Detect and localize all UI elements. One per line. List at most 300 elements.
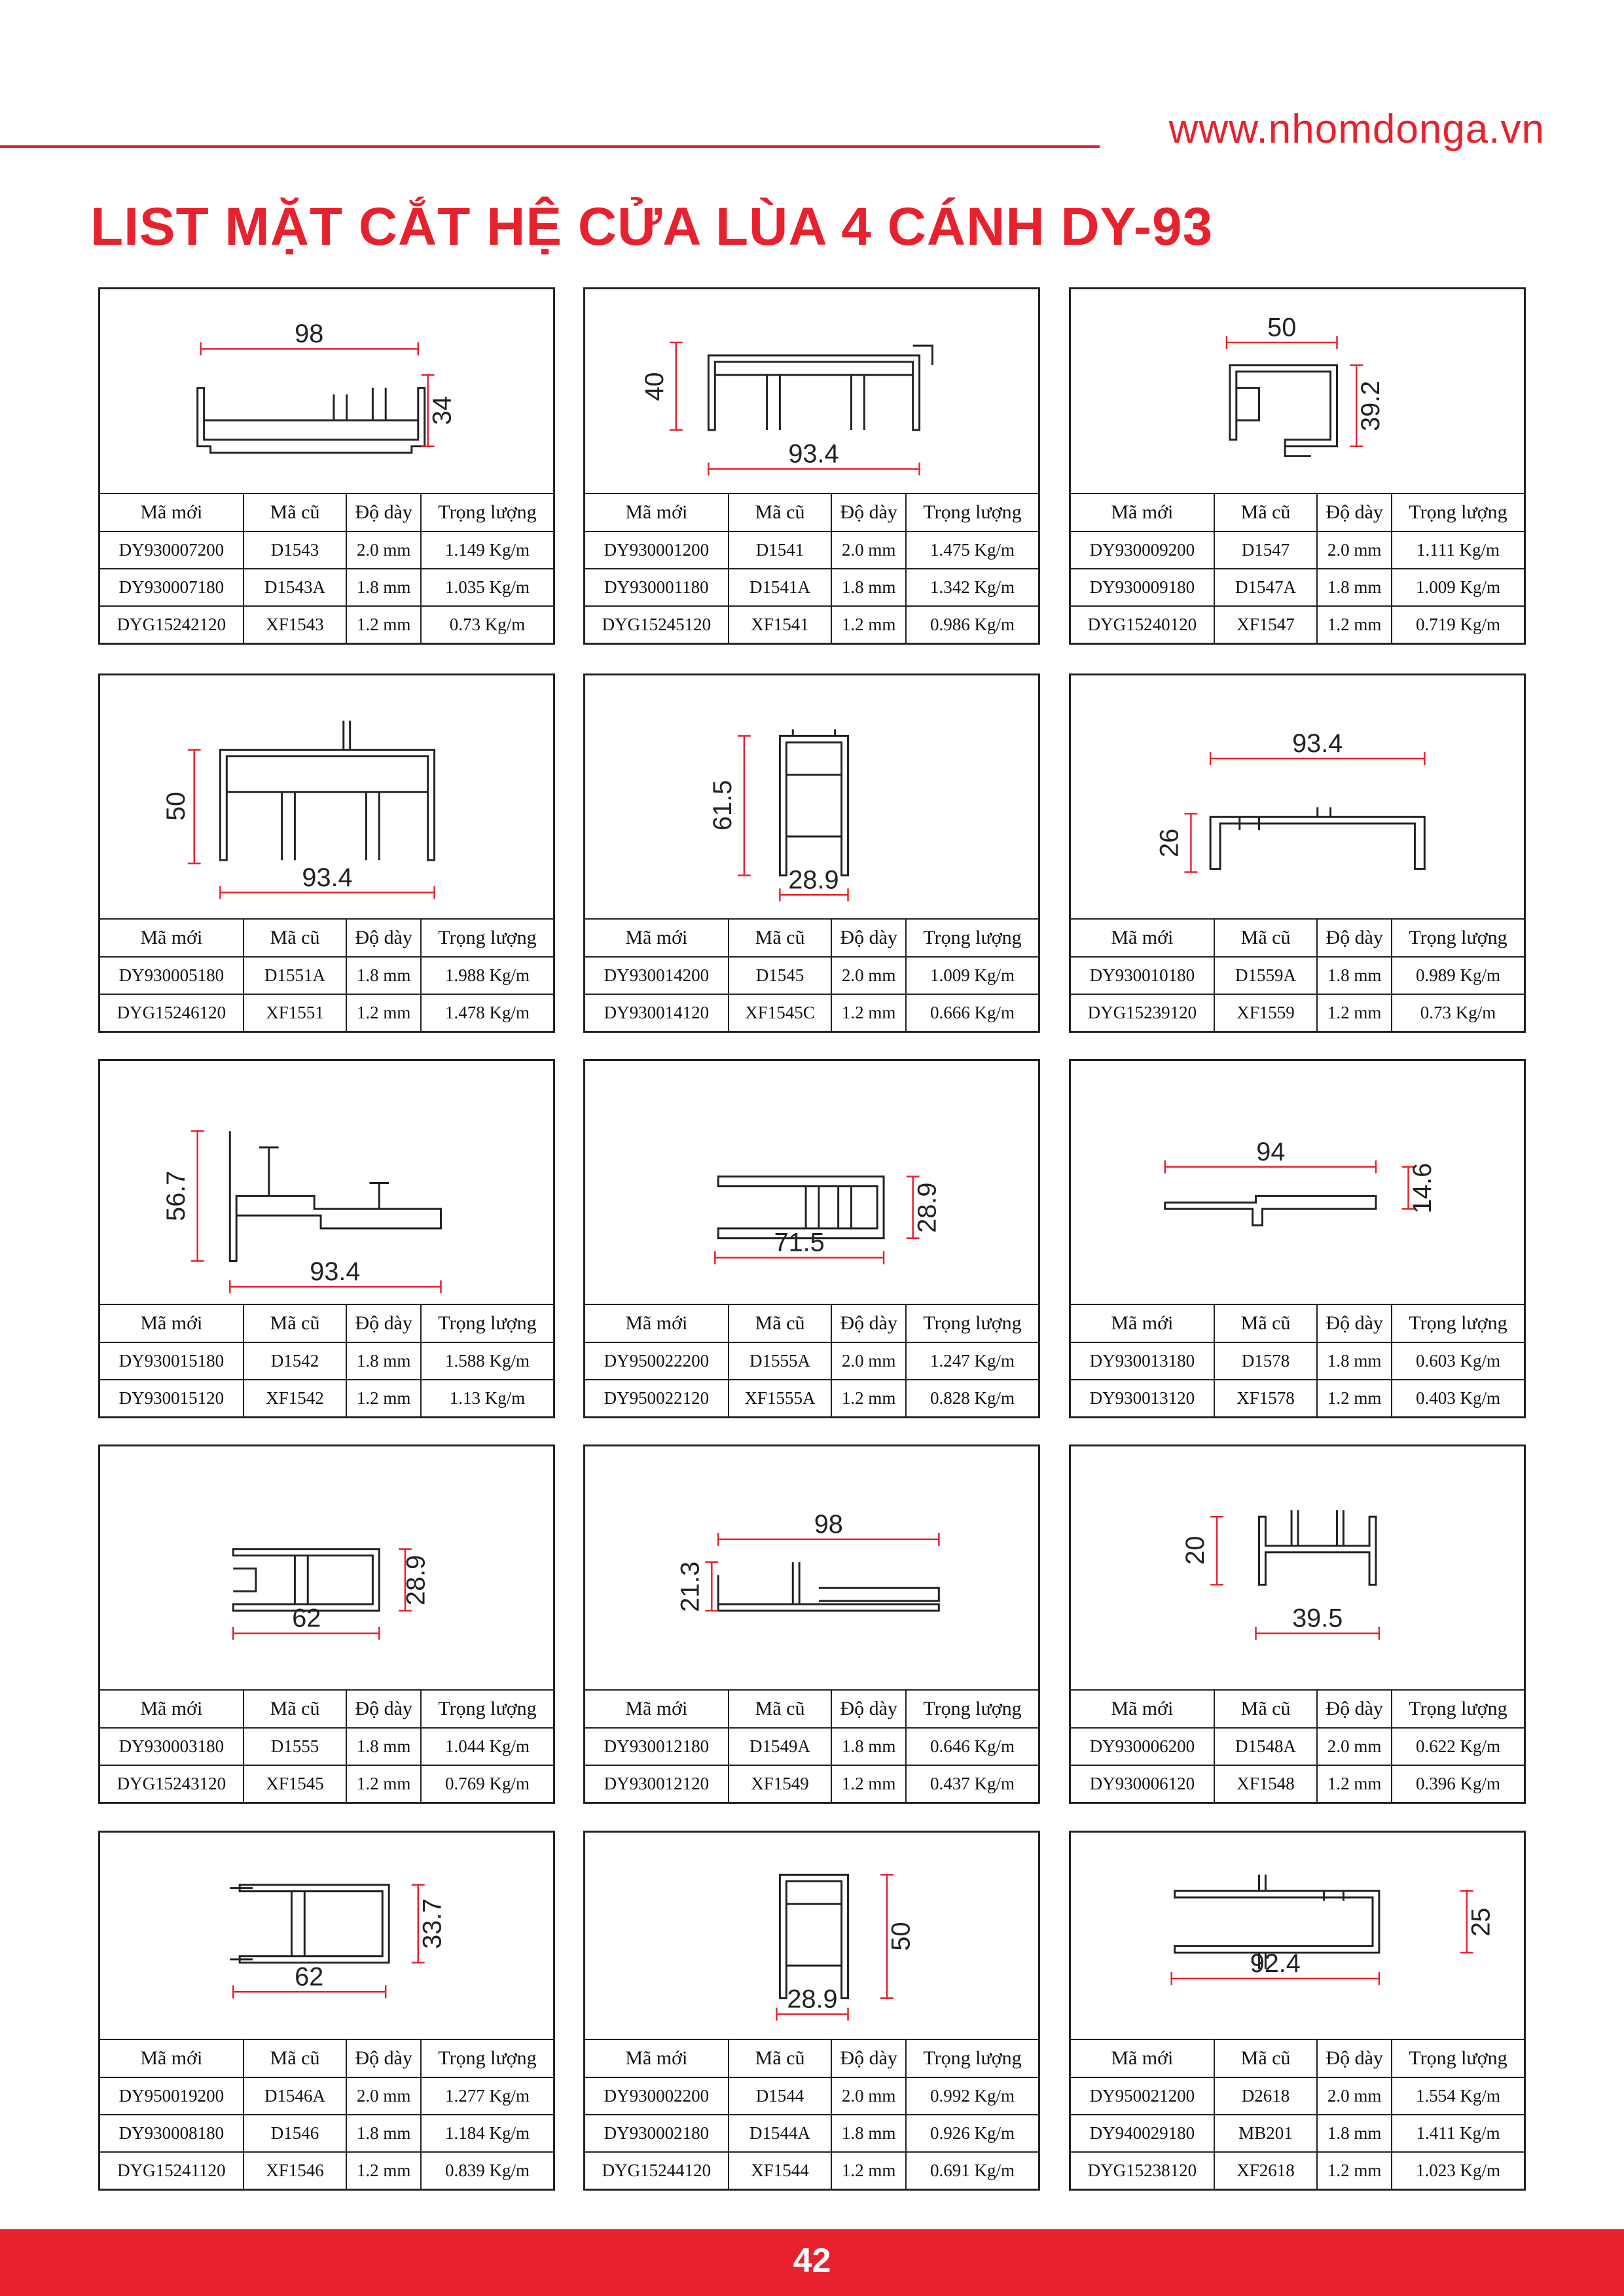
thickness-cell: 1.2 mm xyxy=(346,1765,420,1802)
profile-outline xyxy=(780,736,848,875)
weight-cell: 0.691 Kg/m xyxy=(906,2152,1038,2189)
profile-outline xyxy=(226,792,427,860)
dimension-label: 50 xyxy=(161,791,190,821)
column-header: Mã mới xyxy=(100,2039,244,2077)
table-row xyxy=(100,606,553,643)
new-code-cell: DY930007180 xyxy=(100,569,244,606)
thickness-cell: 1.8 mm xyxy=(1317,957,1391,994)
thickness-cell: 1.2 mm xyxy=(831,994,905,1031)
profile-outline xyxy=(230,1131,441,1261)
dimension-label: 98 xyxy=(814,1509,843,1539)
profile-card xyxy=(583,1059,1040,1418)
new-code-cell: DY930015120 xyxy=(100,1380,244,1416)
profile-card xyxy=(98,287,555,645)
new-code-cell: DY930003180 xyxy=(100,1728,244,1765)
old-code-cell: D1542 xyxy=(244,1342,347,1380)
dimension xyxy=(1350,365,1385,446)
old-code-cell: XF1548 xyxy=(1214,1765,1318,1802)
profile-card xyxy=(583,1444,1040,1804)
dimension-label: 20 xyxy=(1181,1535,1210,1565)
new-code-cell: DYG15240120 xyxy=(1071,606,1214,643)
profile-drawing xyxy=(100,1446,553,1693)
new-code-cell: DY930010180 xyxy=(1071,957,1214,994)
new-code-cell: DY930013180 xyxy=(1071,1342,1214,1380)
old-code-cell: D1546 xyxy=(244,2115,347,2152)
column-header: Mã cũ xyxy=(729,1690,832,1728)
column-header: Trọng lượng xyxy=(1392,1304,1524,1342)
spec-table xyxy=(585,493,1038,643)
dimension-label: 14.6 xyxy=(1408,1162,1437,1214)
column-header: Mã cũ xyxy=(244,493,347,531)
dimension xyxy=(412,1885,447,1963)
dimension-label: 25 xyxy=(1466,1907,1496,1937)
dimension xyxy=(907,1177,942,1238)
column-header: Độ dày xyxy=(1317,493,1391,531)
new-code-cell: DY930014120 xyxy=(585,994,729,1031)
column-header: Trọng lượng xyxy=(1392,2039,1524,2077)
new-code-cell: DY930009180 xyxy=(1071,569,1214,606)
table-row xyxy=(100,1342,553,1380)
thickness-cell: 1.8 mm xyxy=(346,957,420,994)
weight-cell: 0.989 Kg/m xyxy=(1392,957,1524,994)
profile-drawing xyxy=(585,289,1038,498)
new-code-cell: DYG15241120 xyxy=(100,2152,244,2189)
thickness-cell: 1.2 mm xyxy=(831,1380,905,1416)
thickness-cell: 1.8 mm xyxy=(346,569,420,606)
profile-outline xyxy=(1240,807,1331,830)
thickness-cell: 1.2 mm xyxy=(831,1765,905,1802)
column-header: Trọng lượng xyxy=(421,1690,553,1728)
table-row xyxy=(1071,1728,1524,1765)
thickness-cell: 1.2 mm xyxy=(346,1380,420,1416)
new-code-cell: DY930006200 xyxy=(1071,1728,1214,1765)
dimension xyxy=(676,1562,718,1612)
header-rule xyxy=(0,145,1100,148)
column-header: Độ dày xyxy=(346,919,420,957)
old-code-cell: D1559A xyxy=(1214,957,1318,994)
old-code-cell: D1578 xyxy=(1214,1342,1318,1380)
table-row xyxy=(585,531,1038,569)
website-url[interactable]: www.nhomdonga.vn xyxy=(1168,107,1545,152)
weight-cell: 0.828 Kg/m xyxy=(906,1380,1038,1416)
table-row xyxy=(100,1728,553,1765)
spec-table xyxy=(585,2039,1038,2189)
dimension xyxy=(1172,1949,1379,1985)
profile-drawing xyxy=(100,289,553,498)
old-code-cell: D1541A xyxy=(729,569,832,606)
column-header: Trọng lượng xyxy=(906,919,1038,957)
new-code-cell: DY930002200 xyxy=(585,2077,729,2115)
column-header: Trọng lượng xyxy=(1392,493,1524,531)
old-code-cell: D1548A xyxy=(1214,1728,1318,1765)
column-header: Mã mới xyxy=(100,493,244,531)
profile-outline xyxy=(259,1147,389,1209)
thickness-cell: 1.8 mm xyxy=(346,2115,420,2152)
column-header: Độ dày xyxy=(831,1304,905,1342)
column-header: Mã mới xyxy=(585,919,729,957)
column-header: Mã cũ xyxy=(244,2039,347,2077)
profile-outline xyxy=(786,1904,841,1965)
profile-card xyxy=(1069,287,1526,645)
old-code-cell: XF1578 xyxy=(1214,1380,1318,1416)
new-code-cell: DYG15239120 xyxy=(1071,994,1214,1031)
dimension-label: 39.2 xyxy=(1356,380,1385,431)
thickness-cell: 1.8 mm xyxy=(1317,569,1391,606)
column-header: Trọng lượng xyxy=(906,1304,1038,1342)
column-header: Độ dày xyxy=(831,1690,905,1728)
weight-cell: 0.437 Kg/m xyxy=(906,1765,1038,1802)
spec-table xyxy=(1071,918,1524,1031)
new-code-cell: DY930014200 xyxy=(585,957,729,994)
column-header: Trọng lượng xyxy=(421,919,553,957)
table-row xyxy=(1071,994,1524,1031)
thickness-cell: 1.2 mm xyxy=(1317,1765,1391,1802)
weight-cell: 1.023 Kg/m xyxy=(1392,2152,1524,2189)
new-code-cell: DYG15243120 xyxy=(100,1765,244,1802)
column-header: Mã cũ xyxy=(729,2039,832,2077)
dimension xyxy=(162,1131,204,1261)
profile-outline xyxy=(819,1588,939,1601)
profile-outline xyxy=(334,388,386,421)
profile-outline xyxy=(1230,365,1337,446)
table-row xyxy=(585,2152,1038,2189)
thickness-cell: 2.0 mm xyxy=(831,2077,905,2115)
old-code-cell: XF1559 xyxy=(1214,994,1318,1031)
profile-card xyxy=(98,673,555,1033)
dimension-label: 93.4 xyxy=(302,863,353,892)
column-header: Độ dày xyxy=(1317,1690,1391,1728)
table-row xyxy=(100,1765,553,1802)
profile-drawing xyxy=(1071,675,1524,922)
dimension-label: 92.4 xyxy=(1250,1949,1301,1979)
dimension-label: 21.3 xyxy=(676,1561,705,1612)
column-header: Độ dày xyxy=(346,1690,420,1728)
old-code-cell: D1551A xyxy=(244,957,347,994)
dimension-label: 28.9 xyxy=(788,865,839,895)
column-header: Độ dày xyxy=(346,493,420,531)
profile-drawing xyxy=(1071,1061,1524,1308)
column-header: Mã cũ xyxy=(1214,2039,1318,2077)
old-code-cell: XF1551 xyxy=(244,994,347,1031)
table-row xyxy=(100,531,553,569)
column-header: Trọng lượng xyxy=(421,493,553,531)
column-header: Trọng lượng xyxy=(1392,1690,1524,1728)
weight-cell: 0.992 Kg/m xyxy=(906,2077,1038,2115)
table-row xyxy=(585,2115,1038,2152)
dimension xyxy=(162,750,201,863)
table-row xyxy=(585,957,1038,994)
profile-card xyxy=(98,1831,555,2191)
thickness-cell: 1.2 mm xyxy=(1317,1380,1391,1416)
old-code-cell: D1543A xyxy=(244,569,347,606)
dimension-line xyxy=(191,1131,204,1261)
thickness-cell: 1.2 mm xyxy=(1317,994,1391,1031)
old-code-cell: XF1545 xyxy=(244,1765,347,1802)
column-header: Trọng lượng xyxy=(421,1304,553,1342)
spec-table xyxy=(1071,1304,1524,1416)
column-header: Mã mới xyxy=(1071,919,1214,957)
new-code-cell: DY930009200 xyxy=(1071,531,1214,569)
new-code-cell: DY930015180 xyxy=(100,1342,244,1380)
old-code-cell: MB201 xyxy=(1214,2115,1318,2152)
table-row xyxy=(585,569,1038,606)
profile-drawing xyxy=(585,675,1038,922)
column-header: Mã mới xyxy=(1071,1690,1214,1728)
spec-table xyxy=(100,2039,553,2189)
new-code-cell: DY930006120 xyxy=(1071,1765,1214,1802)
table-row xyxy=(100,569,553,606)
weight-cell: 1.475 Kg/m xyxy=(906,531,1038,569)
weight-cell: 0.622 Kg/m xyxy=(1392,1728,1524,1765)
profile-outline xyxy=(708,355,919,430)
thickness-cell: 1.8 mm xyxy=(1317,1342,1391,1380)
profile-outline xyxy=(1175,1891,1379,1952)
new-code-cell: DY950019200 xyxy=(100,2077,244,2115)
dimension-label: 71.5 xyxy=(774,1228,825,1257)
column-header: Trọng lượng xyxy=(906,1690,1038,1728)
profile-card xyxy=(583,673,1040,1033)
old-code-cell: XF1544 xyxy=(729,2152,832,2189)
thickness-cell: 2.0 mm xyxy=(1317,2077,1391,2115)
table-row xyxy=(1071,1380,1524,1416)
table-row xyxy=(585,1342,1038,1380)
profile-drawing xyxy=(100,675,553,922)
profile-card xyxy=(1069,1831,1526,2191)
column-header: Mã mới xyxy=(1071,493,1214,531)
weight-cell: 1.035 Kg/m xyxy=(421,569,553,606)
thickness-cell: 1.2 mm xyxy=(346,606,420,643)
new-code-cell: DY940029180 xyxy=(1071,2115,1214,2152)
column-header: Mã cũ xyxy=(1214,1304,1318,1342)
column-header: Độ dày xyxy=(831,919,905,957)
column-header: Độ dày xyxy=(346,1304,420,1342)
footer-bar xyxy=(0,2229,1624,2296)
old-code-cell: D1547A xyxy=(1214,569,1318,606)
new-code-cell: DYG15244120 xyxy=(585,2152,729,2189)
dimension-label: 94 xyxy=(1256,1137,1286,1166)
table-row xyxy=(100,2077,553,2115)
profile-outline xyxy=(1210,817,1424,869)
spec-table xyxy=(1071,1689,1524,1802)
profile-card xyxy=(583,287,1040,645)
weight-cell: 0.666 Kg/m xyxy=(906,994,1038,1031)
dimension-label: 34 xyxy=(427,396,457,425)
dimension xyxy=(718,1510,939,1546)
weight-cell: 0.73 Kg/m xyxy=(1392,994,1524,1031)
new-code-cell: DY950022200 xyxy=(585,1342,729,1380)
spec-table xyxy=(100,918,553,1031)
spec-table xyxy=(100,1689,553,1802)
dimension xyxy=(640,342,683,430)
dimension-label: 62 xyxy=(292,1604,321,1633)
old-code-cell: XF1547 xyxy=(1214,606,1318,643)
column-header: Mã mới xyxy=(585,1304,729,1342)
thickness-cell: 1.8 mm xyxy=(346,1342,420,1380)
dimension xyxy=(776,1985,848,2021)
dimension xyxy=(220,863,434,899)
profile-drawing xyxy=(1071,289,1524,498)
dimension-label: 61.5 xyxy=(708,780,738,831)
profile-outline xyxy=(1259,1516,1376,1585)
thickness-cell: 1.2 mm xyxy=(1317,606,1391,643)
old-code-cell: D2618 xyxy=(1214,2077,1318,2115)
weight-cell: 1.988 Kg/m xyxy=(421,957,553,994)
dimension-line xyxy=(1184,814,1197,872)
old-code-cell: XF2618 xyxy=(1214,2152,1318,2189)
old-code-cell: D1549A xyxy=(729,1728,832,1765)
column-header: Độ dày xyxy=(1317,2039,1391,2077)
weight-cell: 1.111 Kg/m xyxy=(1392,531,1524,569)
column-header: Mã mới xyxy=(1071,1304,1214,1342)
dimension-line xyxy=(738,736,751,875)
spec-table xyxy=(1071,493,1524,643)
old-code-cell: XF1543 xyxy=(244,606,347,643)
profile-outline xyxy=(1291,1510,1343,1546)
thickness-cell: 2.0 mm xyxy=(831,531,905,569)
old-code-cell: XF1545C xyxy=(729,994,832,1031)
dimension xyxy=(201,319,418,355)
column-header: Mã mới xyxy=(100,1690,244,1728)
old-code-cell: D1545 xyxy=(729,957,832,994)
old-code-cell: D1555A xyxy=(729,1342,832,1380)
weight-cell: 0.839 Kg/m xyxy=(421,2152,553,2189)
profile-outline xyxy=(715,375,912,430)
new-code-cell: DY930012180 xyxy=(585,1728,729,1765)
page-title: LIST MẶT CẮT HỆ CỬA LÙA 4 CÁNH DY-93 xyxy=(90,197,1214,257)
thickness-cell: 1.2 mm xyxy=(1317,2152,1391,2189)
thickness-cell: 2.0 mm xyxy=(346,2077,420,2115)
weight-cell: 1.411 Kg/m xyxy=(1392,2115,1524,2152)
profile-drawing xyxy=(1071,1446,1524,1693)
column-header: Mã mới xyxy=(1071,2039,1214,2077)
dimension xyxy=(1460,1891,1496,1952)
column-header: Trọng lượng xyxy=(906,493,1038,531)
weight-cell: 1.588 Kg/m xyxy=(421,1342,553,1380)
profile-outline xyxy=(718,1562,939,1611)
column-header: Độ dày xyxy=(831,2039,905,2077)
column-header: Mã cũ xyxy=(729,919,832,957)
column-header: Mã cũ xyxy=(244,1690,347,1728)
thickness-cell: 2.0 mm xyxy=(1317,1728,1391,1765)
thickness-cell: 2.0 mm xyxy=(831,957,905,994)
old-code-cell: XF1546 xyxy=(244,2152,347,2189)
dimension-line xyxy=(705,1562,718,1611)
profile-outline xyxy=(233,1556,308,1604)
dimension xyxy=(780,865,848,901)
weight-cell: 1.149 Kg/m xyxy=(421,531,553,569)
thickness-cell: 1.2 mm xyxy=(346,994,420,1031)
dimension-label: 28.9 xyxy=(912,1182,942,1233)
column-header: Mã cũ xyxy=(244,1304,347,1342)
old-code-cell: D1543 xyxy=(244,531,347,569)
old-code-cell: XF1542 xyxy=(244,1380,347,1416)
dimension xyxy=(1210,729,1424,765)
new-code-cell: DYG15238120 xyxy=(1071,2152,1214,2189)
table-row xyxy=(585,1765,1038,1802)
column-header: Độ dày xyxy=(346,2039,420,2077)
dimension xyxy=(880,1874,916,1998)
old-code-cell: D1546A xyxy=(244,2077,347,2115)
column-header: Trọng lượng xyxy=(906,2039,1038,2077)
column-header: Trọng lượng xyxy=(421,2039,553,2077)
table-row xyxy=(100,2152,553,2189)
table-row xyxy=(100,994,553,1031)
dimension-label: 50 xyxy=(886,1922,916,1951)
old-code-cell: XF1541 xyxy=(729,606,832,643)
table-row xyxy=(1071,957,1524,994)
new-code-cell: DY930001200 xyxy=(585,531,729,569)
column-header: Mã cũ xyxy=(729,1304,832,1342)
dimension-label: 50 xyxy=(1267,313,1297,342)
new-code-cell: DY930013120 xyxy=(1071,1380,1214,1416)
weight-cell: 0.986 Kg/m xyxy=(906,606,1038,643)
dimension-label: 26 xyxy=(1155,828,1184,857)
profile-card xyxy=(1069,1444,1526,1804)
weight-cell: 0.769 Kg/m xyxy=(421,1765,553,1802)
weight-cell: 1.044 Kg/m xyxy=(421,1728,553,1765)
dimension xyxy=(1402,1163,1437,1213)
dimension-label: 62 xyxy=(295,1962,324,1992)
dimension-label: 28.9 xyxy=(787,1984,838,2014)
table-row xyxy=(585,1380,1038,1416)
column-header: Mã cũ xyxy=(1214,1690,1318,1728)
dimension-label: 93.4 xyxy=(1292,729,1343,759)
column-header: Mã mới xyxy=(585,493,729,531)
dimension-label: 28.9 xyxy=(401,1554,431,1605)
dimension xyxy=(1155,814,1198,872)
table-row xyxy=(100,2115,553,2152)
thickness-cell: 1.2 mm xyxy=(831,606,905,643)
dimension xyxy=(1227,313,1337,349)
new-code-cell: DY930005180 xyxy=(100,957,244,994)
new-code-cell: DY930007200 xyxy=(100,531,244,569)
dimension xyxy=(715,1229,884,1265)
dimension-label: 93.4 xyxy=(310,1257,361,1287)
new-code-cell: DYG15246120 xyxy=(100,994,244,1031)
dimension xyxy=(1181,1516,1223,1585)
spec-table xyxy=(100,493,553,643)
column-header: Mã mới xyxy=(585,1690,729,1728)
profile-card xyxy=(583,1831,1040,2191)
table-row xyxy=(585,994,1038,1031)
table-row xyxy=(585,2077,1038,2115)
table-row xyxy=(1071,606,1524,643)
column-header: Mã mới xyxy=(100,919,244,957)
weight-cell: 1.13 Kg/m xyxy=(421,1380,553,1416)
table-row xyxy=(100,1380,553,1416)
table-row xyxy=(1071,2152,1524,2189)
new-code-cell: DYG15245120 xyxy=(585,606,729,643)
weight-cell: 0.719 Kg/m xyxy=(1392,606,1524,643)
old-code-cell: D1555 xyxy=(244,1728,347,1765)
column-header: Độ dày xyxy=(831,493,905,531)
column-header: Độ dày xyxy=(1317,919,1391,957)
column-header: Mã mới xyxy=(585,2039,729,2077)
dimension xyxy=(399,1549,431,1611)
profile-drawing xyxy=(100,1061,553,1308)
dimension xyxy=(708,440,919,476)
profile-card xyxy=(98,1059,555,1418)
dimension xyxy=(708,736,751,875)
spec-table xyxy=(585,1689,1038,1802)
dimension-label: 40 xyxy=(640,372,669,401)
old-code-cell: D1544A xyxy=(729,2115,832,2152)
dimension-label: 33.7 xyxy=(418,1898,447,1949)
column-header: Mã cũ xyxy=(244,919,347,957)
table-row xyxy=(1071,569,1524,606)
dimension-label: 93.4 xyxy=(788,439,839,469)
table-row xyxy=(1071,1765,1524,1802)
